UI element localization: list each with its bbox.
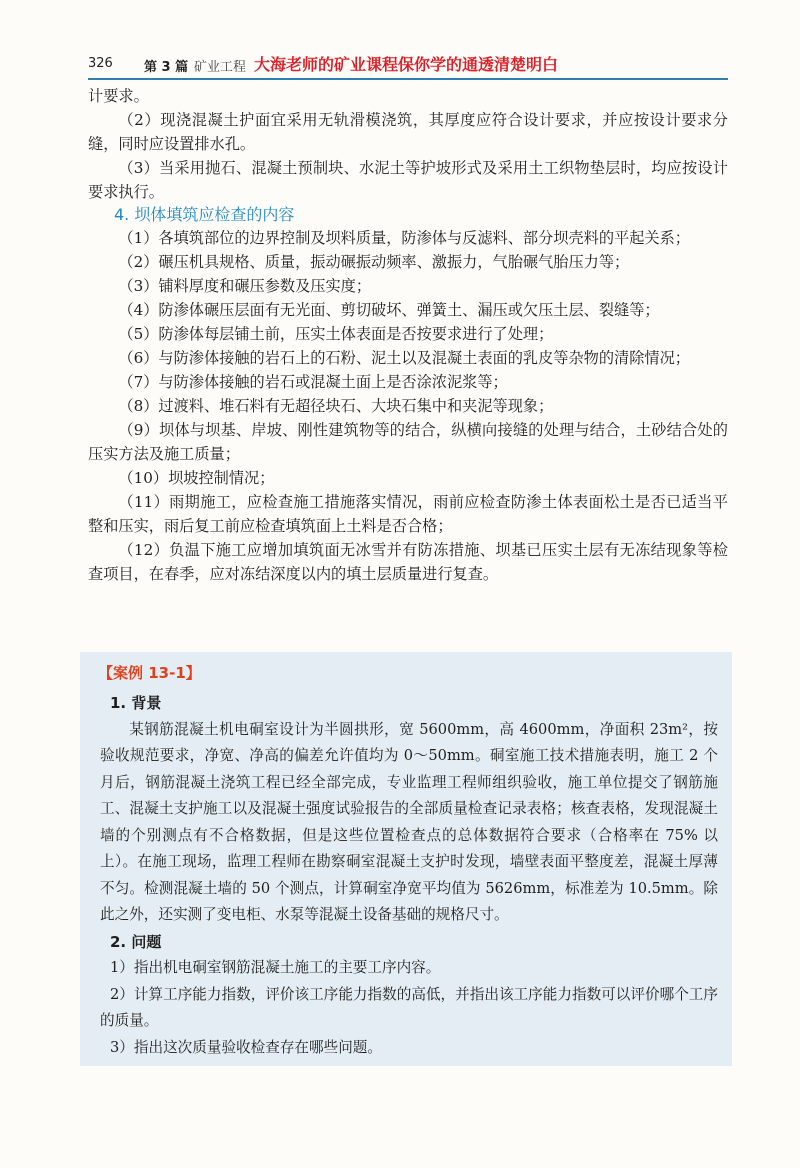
list-item: （3）铺料厚度和碾压参数及压实度；	[118, 277, 372, 295]
intro-line: 计要求。	[88, 87, 149, 105]
list-item: （11）雨期施工，应检查施工措施落实情况，雨前应检查防渗土体表面松土是否已适当平整和压实，雨后复工前应检查填筑面上土料是否合格；	[88, 493, 728, 535]
main-text	[88, 84, 728, 586]
header-rule	[88, 78, 728, 80]
case-box	[80, 652, 732, 1066]
background-text: 某钢筋混凝土机电硐室设计为半圆拱形，宽 5600mm，高 4600mm，净面积 23m²，按验收规范要求，净宽、净高的偏差允许值均为 0～50mm。硐室施工技术措施表明，施工 2 个月后，钢筋混凝土浇筑工程已经全部完成，专业监理工程师组织验收，施工单位提交了钢筋施工、混凝土支护施工以及混凝土强度试验报告的全部质量检查记录表格；核查表格，发现混凝土墙的个别测点有不合格数据，但是这些位置检查点的总体数据符合要求（合格率在 75% 以上）。在施工现场，监理工程师在勘察硐室混凝土支护时发现，墙壁表面平整度差，混凝土厚薄不匀。检测混凝土墙的 50 个测点，计算硐室净宽平均值为 5626mm，标准差为 10.5mm。除此之外，还实测了变电柜、水泵等混凝土设备基础的规格尺寸。	[100, 720, 718, 923]
list-item: （2）碾压机具规格、质量，振动碾振动频率、激振力，气胎碾气胎压力等；	[118, 253, 630, 271]
list-item: （5）防渗体每层铺土前，压实土体表面是否按要求进行了处理；	[118, 325, 554, 343]
questions-heading: 2. 问题	[110, 932, 162, 951]
paragraph: （2）现浇混凝土护面宜采用无轨滑模浇筑，其厚度应符合设计要求，并应按设计要求分缝，同时应设置排水孔。	[88, 111, 728, 153]
watermark-text: 大海老师的矿业课程保你学的通透清楚明白	[254, 55, 559, 74]
list-item: （9）坝体与坝基、岸坡、刚性建筑物等的结合，纵横向接缝的处理与结合，土砂结合处的压实方法及施工质量；	[88, 421, 728, 463]
page-number: 326	[88, 56, 113, 71]
case-content	[100, 690, 718, 1061]
question-item: 1）指出机电硐室钢筋混凝土施工的主要工序内容。	[110, 959, 441, 976]
list-item: （1）各填筑部位的边界控制及坝料质量，防渗体与反滤料、部分坝壳料的平起关系；	[118, 229, 690, 247]
page-header	[88, 50, 728, 76]
list-item: （6）与防渗体接触的岩石上的石粉、泥土以及混凝土表面的乳皮等杂物的清除情况；	[118, 349, 690, 367]
question-item: 2）计算工序能力指数，评价该工序能力指数的高低，并指出该工序能力指数可以评价哪个工序的质量。	[100, 985, 718, 1029]
list-item: （12）负温下施工应增加填筑面无冰雪并有防冻措施、坝基已压实土层有无冻结现象等检查项目，在春季，应对冻结深度以内的填土层质量进行复查。	[88, 541, 728, 583]
list-item: （7）与防渗体接触的岩石或混凝土面上是否涂浓泥浆等；	[118, 373, 508, 391]
background-heading: 1. 背景	[110, 694, 162, 712]
question-item: 3）指出这次质量验收检查存在哪些问题。	[110, 1038, 382, 1056]
part-label: 第 3 篇	[144, 60, 189, 75]
list-item: （10）坝坡控制情况；	[118, 469, 275, 487]
case-title: 【案例 13-1】	[98, 664, 201, 682]
chapter-label: 矿业工程	[194, 60, 247, 75]
paragraph: （3）当采用抛石、混凝土预制块、水泥土等护坡形式及采用土工织物垫层时，均应按设计要求执行。	[88, 159, 728, 201]
list-item: （8）过渡料、堆石料有无超径块石、大块石集中和夹泥等现象；	[118, 397, 554, 415]
list-item: （4）防渗体碾压层面有无光面、剪切破坏、弹簧土、漏压或欠压土层、裂缝等；	[118, 301, 660, 319]
section-heading: 4. 坝体填筑应检查的内容	[114, 205, 295, 224]
